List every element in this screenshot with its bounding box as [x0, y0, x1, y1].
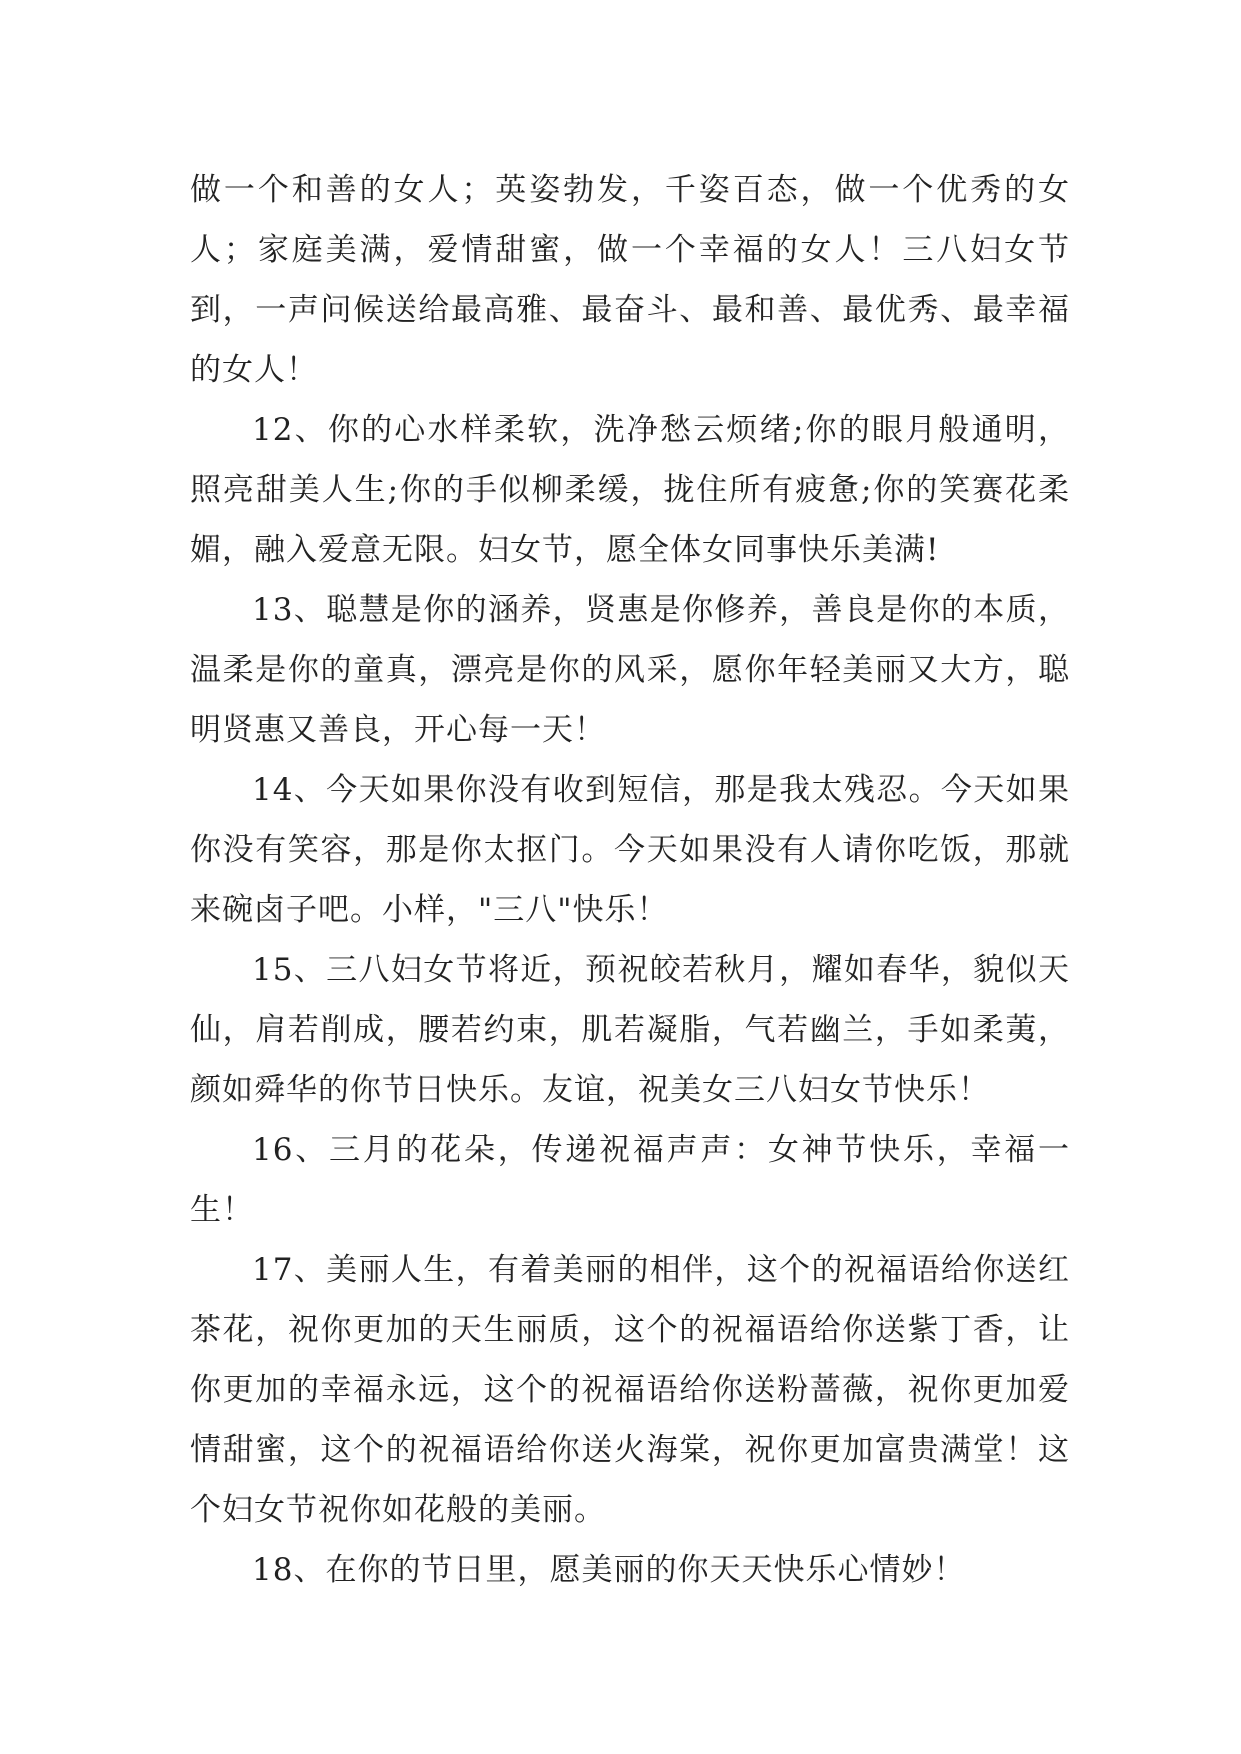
paragraph-continued: 做一个和善的女人；英姿勃发，千姿百态，做一个优秀的女人；家庭美满，爱情甜蜜，做一个幸福的女人！三八妇女节到，一声问候送给最高雅、最奋斗、最和善、最优秀、最幸福的女人！ [190, 172, 1070, 388]
paragraph-12: 12、你的心水样柔软，洗净愁云烦绪;你的眼月般通明，照亮甜美人生;你的手似柳柔缓，拢住所有疲惫;你的笑赛花柔媚，融入爱意无限。妇女节，愿全体女同事快乐美满! [190, 412, 1070, 568]
document-page [190, 160, 1070, 1600]
paragraph-17: 17、美丽人生，有着美丽的相伴，这个的祝福语给你送红茶花，祝你更加的天生丽质，这个的祝福语给你送紫丁香，让你更加的幸福永远，这个的祝福语给你送粉蔷薇，祝你更加爱情甜蜜，这个的祝福语给你送火海棠，祝你更加富贵满堂！这个妇女节祝你如花般的美丽。 [190, 1252, 1070, 1528]
paragraph-14: 14、今天如果你没有收到短信，那是我太残忍。今天如果你没有笑容，那是你太抠门。今天如果没有人请你吃饭，那就来碗卤子吧。小样，"三八"快乐！ [190, 772, 1070, 928]
paragraph-15: 15、三八妇女节将近，预祝皎若秋月，耀如春华，貌似天仙，肩若削成，腰若约束，肌若凝脂，气若幽兰，手如柔荑，颜如舜华的你节日快乐。友谊，祝美女三八妇女节快乐！ [190, 952, 1070, 1108]
paragraph-18: 18、在你的节日里，愿美丽的你天天快乐心情妙！ [252, 1552, 966, 1588]
paragraph-13: 13、聪慧是你的涵养，贤惠是你修养，善良是你的本质，温柔是你的童真，漂亮是你的风采，愿你年轻美丽又大方，聪明贤惠又善良，开心每一天！ [190, 592, 1070, 748]
paragraph-16: 16、三月的花朵，传递祝福声声：女神节快乐，幸福一生！ [190, 1132, 1070, 1228]
